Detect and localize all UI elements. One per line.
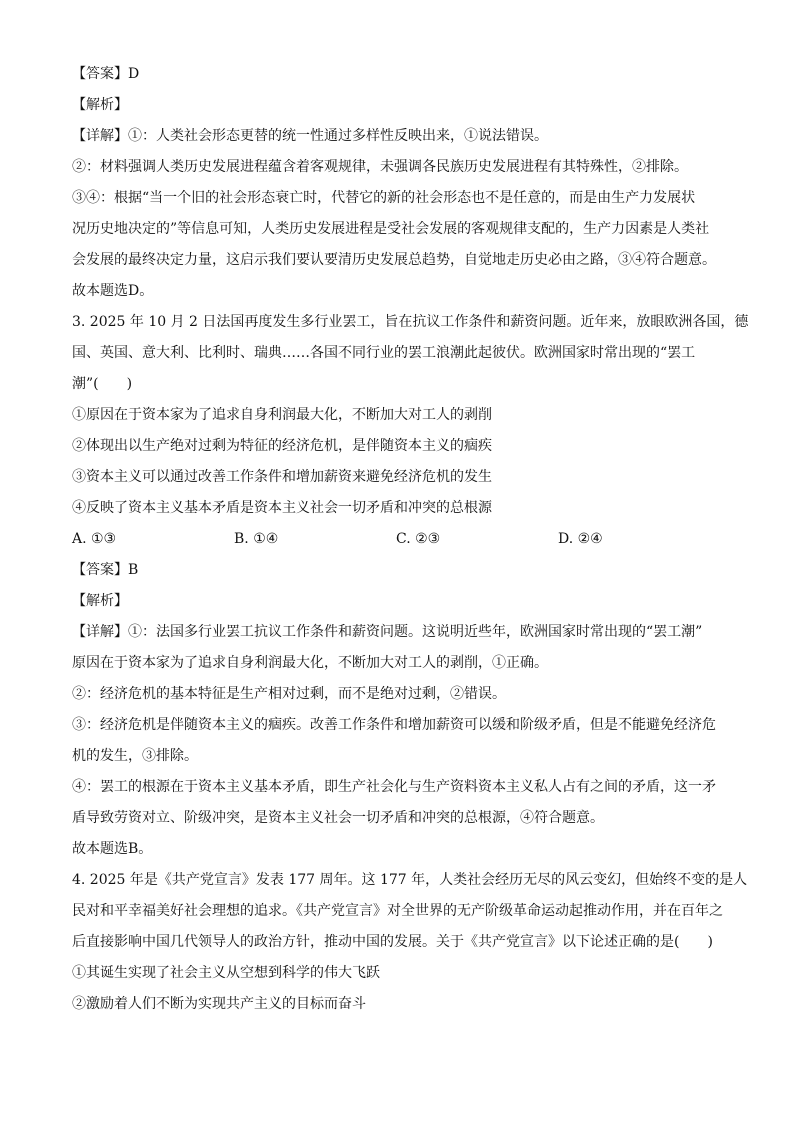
explanation-line: ②：材料强调人类历史发展进程蕴含着客观规律，未强调各民族历史发展进程有其特殊性，②排除。 [72, 159, 688, 175]
question-3-stem: 3. 2025 年 10 月 2 日法国再度发生多行业罢工，旨在抗议工作条件和薪资问题。近年来，放眼欧洲各国，德 [72, 314, 749, 330]
explanation-line: 【详解】①：人类社会形态更替的统一性通过多样性反映出来，①说法错误。 [72, 128, 548, 144]
conclusion-line: 故本题选B。 [72, 841, 153, 857]
explanation-line: 【详解】①：法国多行业罢工抗议工作条件和薪资问题。这说明近些年，欧洲国家时常出现的“罢工潮” [72, 624, 703, 640]
statement-4: ④反映了资本主义基本矛盾是资本主义社会一切矛盾和冲突的总根源 [72, 500, 492, 516]
question-4-stem: 4. 2025 年是《共产党宣言》发表 177 周年。这 177 年，人类社会经历无尽的风云变幻，但始终不变的是人 [72, 872, 748, 888]
explanation-line: ④：罢工的根源在于资本主义基本矛盾，即生产社会化与生产资料资本主义私人占有之间的矛盾，这一矛 [72, 779, 716, 795]
analysis-heading: 【解析】 [72, 97, 128, 113]
option-a: A. ①③ [72, 531, 117, 547]
explanation-line: ③④：根据“当一个旧的社会形态衰亡时，代替它的新的社会形态也不是任意的，而是由生产力发展状 [72, 190, 696, 206]
document-page [72, 59, 749, 1020]
statement-1: ①原因在于资本家为了追求自身利润最大化，不断加大对工人的剥削 [72, 407, 492, 423]
question-3-stem: 国、英国、意大利、比利时、瑞典……各国不同行业的罢工浪潮此起彼伏。欧洲国家时常出现的“罢工 [72, 345, 696, 361]
statement-2: ②体现出以生产绝对过剩为特征的经济危机，是伴随资本主义的痼疾 [72, 438, 492, 454]
explanation-line: 原因在于资本家为了追求自身利润最大化，不断加大对工人的剥削，①正确。 [72, 655, 548, 671]
answer-line: 【答案】D [72, 66, 140, 82]
explanation-line: 盾导致劳资对立、阶级冲突，是资本主义社会一切矛盾和冲突的总根源，④符合题意。 [72, 810, 604, 826]
option-b: B. ①④ [234, 531, 279, 547]
statement-1: ①其诞生实现了社会主义从空想到科学的伟大飞跃 [72, 965, 380, 981]
explanation-line: ②：经济危机的基本特征是生产相对过剩，而不是绝对过剩，②错误。 [72, 686, 506, 702]
question-4-stem: 后直接影响中国几代领导人的政治方针，推动中国的发展。关于《共产党宣言》以下论述正确的是( ) [72, 934, 713, 950]
conclusion-line: 故本题选D。 [72, 283, 154, 299]
option-d: D. ②④ [558, 531, 603, 547]
explanation-line: 会发展的最终决定力量，这启示我们要认要清历史发展总趋势，自觉地走历史必由之路，③④符合题意。 [72, 252, 716, 268]
question-4-stem: 民对和平幸福美好社会理想的追求。《共产党宣言》对全世界的无产阶级革命运动起推动作用，并在百年之 [72, 903, 723, 919]
analysis-heading: 【解析】 [72, 593, 128, 609]
statement-2: ②激励着人们不断为实现共产主义的目标而奋斗 [72, 996, 366, 1012]
explanation-line: 况历史地决定的”等信息可知，人类历史发展进程是受社会发展的客观规律支配的，生产力因素是人类社 [72, 221, 710, 237]
answer-options [72, 524, 722, 555]
explanation-line: ③：经济危机是伴随资本主义的痼疾。改善工作条件和增加薪资可以缓和阶级矛盾，但是不能避免经济危 [72, 717, 716, 733]
answer-line: 【答案】B [72, 562, 139, 578]
question-3-stem: 潮”( ) [72, 376, 133, 392]
statement-3: ③资本主义可以通过改善工作条件和增加薪资来避免经济危机的发生 [72, 469, 492, 485]
option-c: C. ②③ [396, 531, 441, 547]
explanation-line: 机的发生，③排除。 [72, 748, 198, 764]
